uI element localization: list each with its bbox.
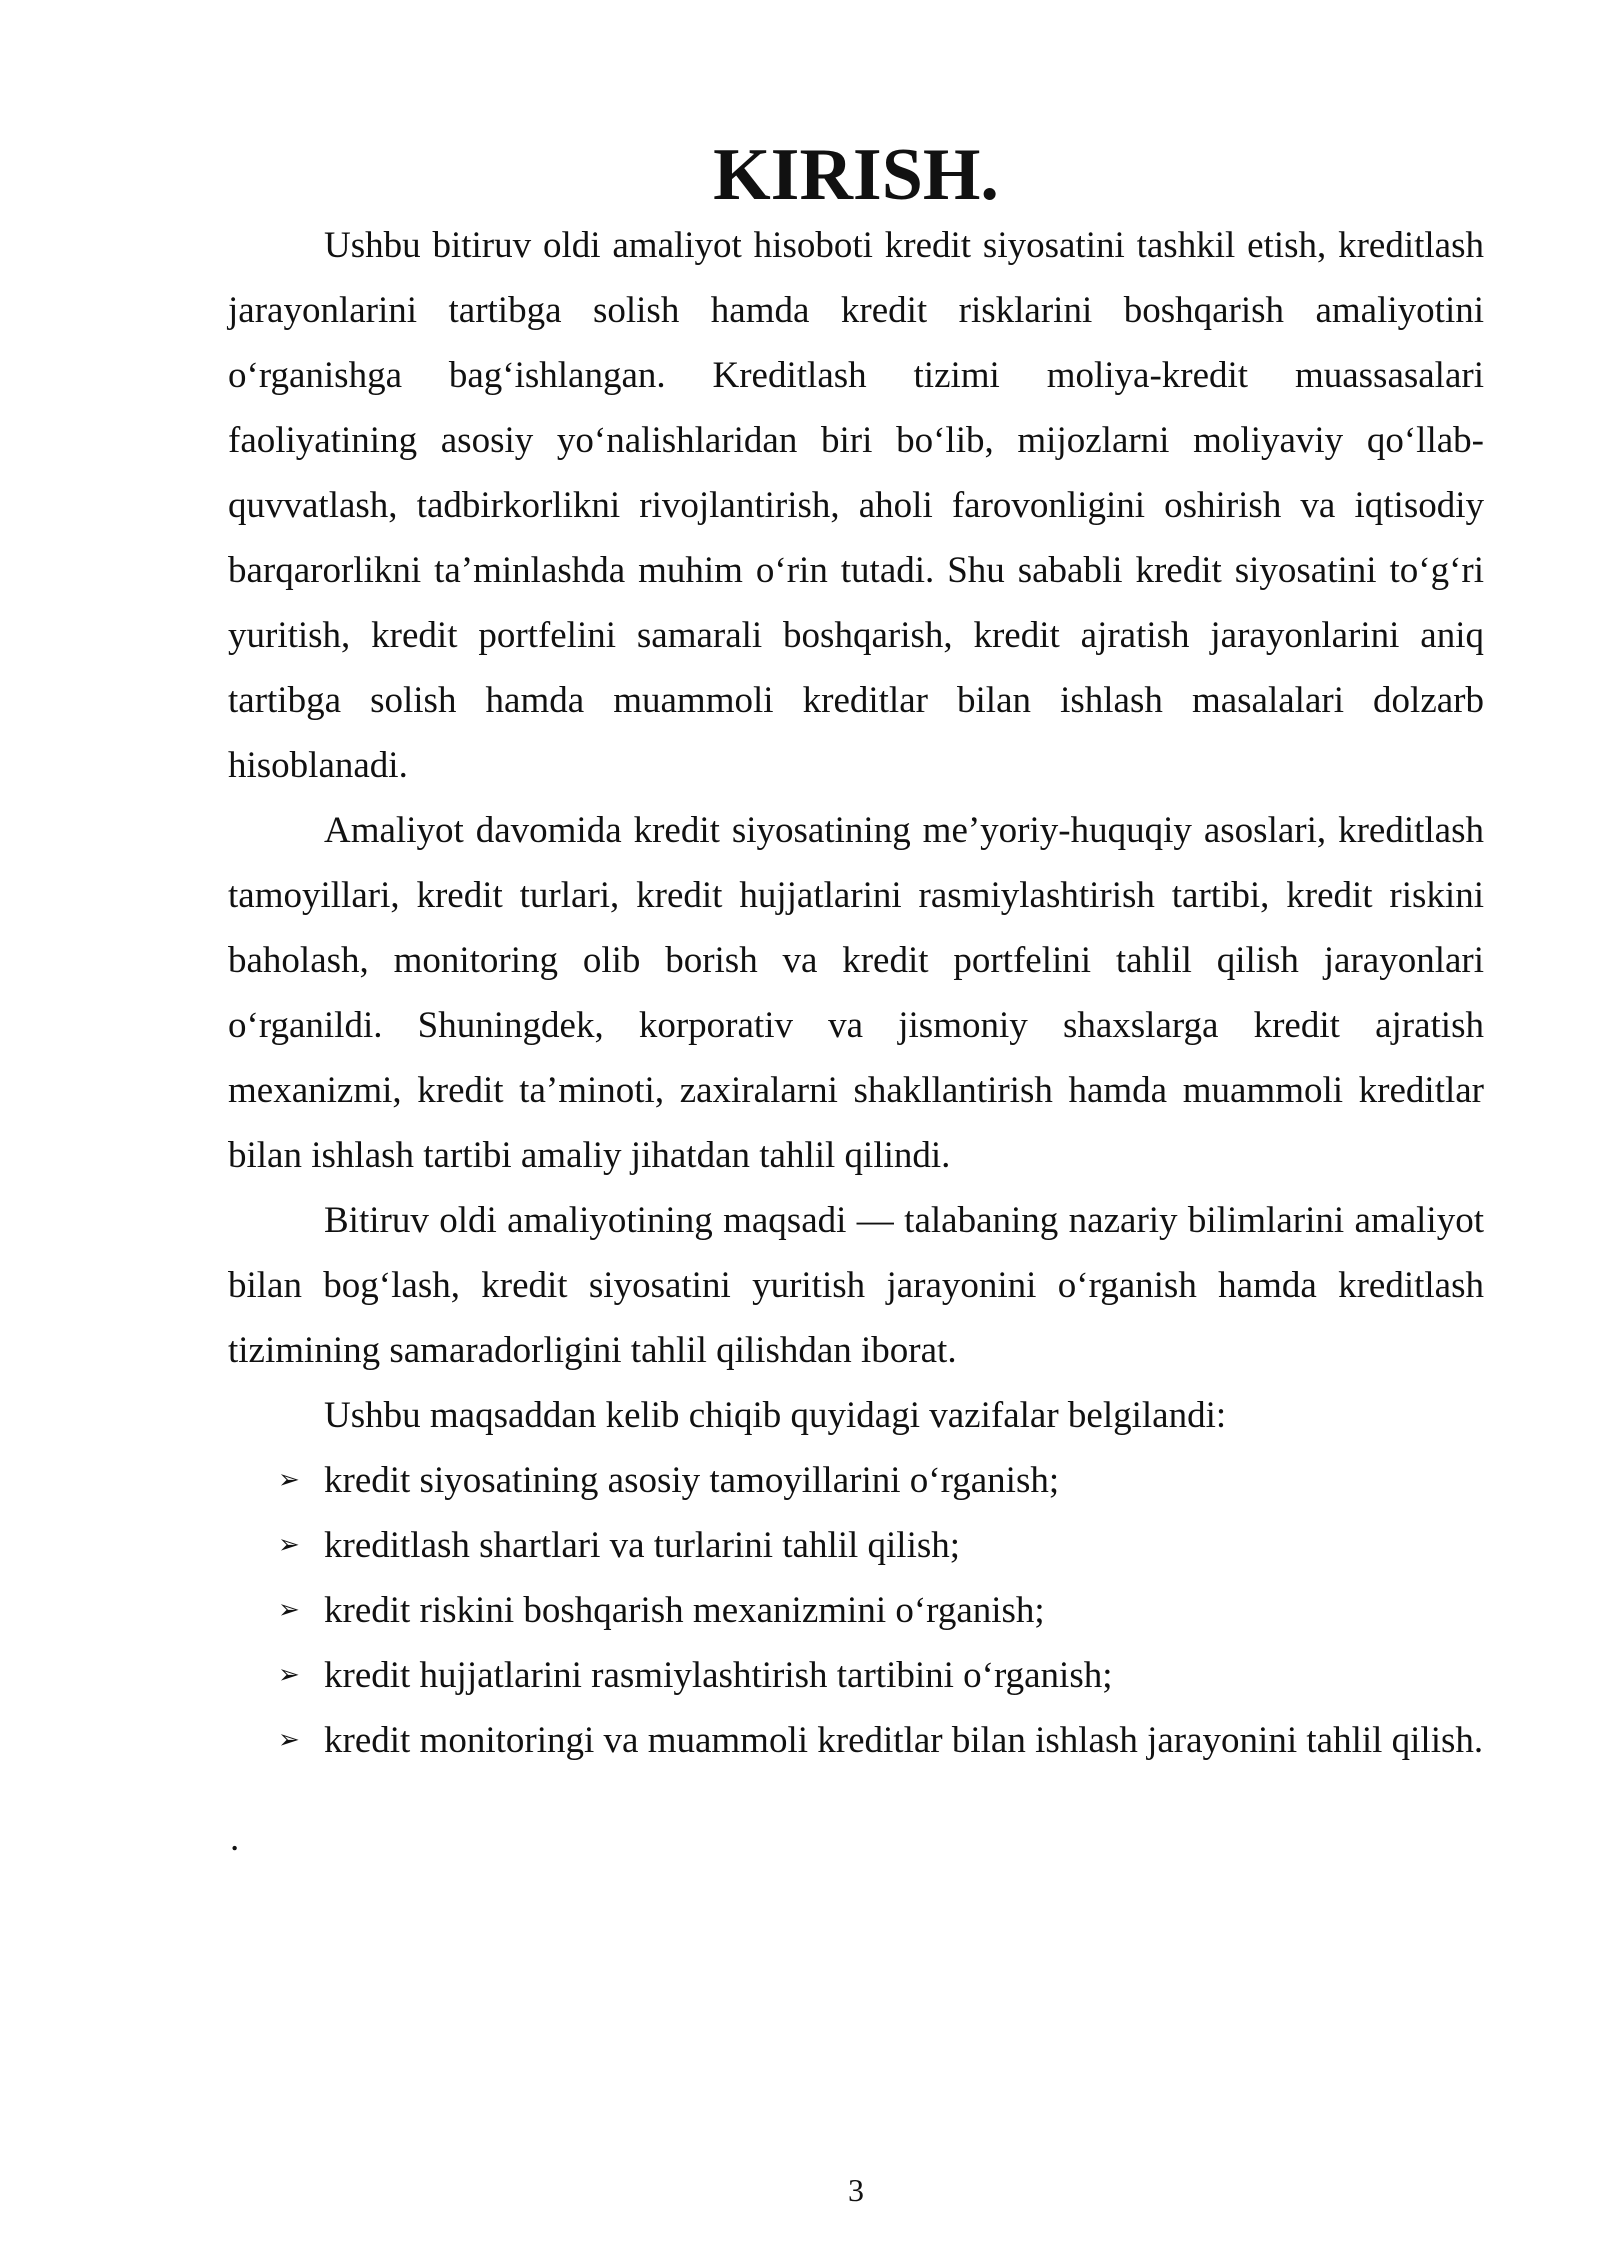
list-item [228, 1708, 1484, 1773]
page-content [228, 134, 1484, 1773]
stray-period: . [230, 1818, 240, 1859]
goal-paragraph: Bitiruv oldi amaliyotining maqsadi — talabaning nazariy bilimlarini amaliyot bilan bog‘lash, kredit siyosatini yuritish jarayonini o‘rganish hamda kreditlash tizimining samaradorligini tahlil qilishdan iborat. [228, 1200, 1484, 1371]
list-item [228, 1513, 1484, 1578]
list-item [228, 1578, 1484, 1643]
task-list [228, 1448, 1484, 1773]
list-item [228, 1643, 1484, 1708]
list-item-text: kredit riskini boshqarish mexanizmini o‘rganish; [324, 1590, 1045, 1631]
list-item-text: kredit siyosatining asosiy tamoyillarini o‘rganish; [324, 1460, 1060, 1501]
arrowhead-bullet-icon: ➢ [278, 1465, 300, 1495]
list-item [228, 1448, 1484, 1513]
list-item-text: kreditlash shartlari va turlarini tahlil qilish; [324, 1525, 961, 1566]
page-number: 3 [848, 2172, 864, 2208]
practice-paragraph: Amaliyot davomida kredit siyosatining me’yoriy-huquqiy asoslari, kreditlash tamoyillari, kredit turlari, kredit hujjatlarini rasmiylashtirish tartibi, kredit riskini baholash, monitoring olib borish va kredit portfelini tahlil qilish jarayonlari o‘rganildi. Shuningdek, korporativ va jismoniy shaxslarga kredit ajratish mexanizmi, kredit ta’minoti, zaxiralarni shakllantirish hamda muammoli kreditlar bilan ishlash tartibi amaliy jihatdan tahlil qilindi. [228, 810, 1484, 1176]
arrowhead-bullet-icon: ➢ [278, 1725, 300, 1755]
arrowhead-bullet-icon: ➢ [278, 1530, 300, 1560]
list-item-text: kredit hujjatlarini rasmiylashtirish tartibini o‘rganish; [324, 1655, 1113, 1696]
page-title: KIRISH. [713, 134, 999, 216]
list-item-text: kredit monitoringi va muammoli kreditlar bilan ishlash jarayonini tahlil qilish. [324, 1720, 1484, 1761]
intro-paragraph: Ushbu bitiruv oldi amaliyot hisoboti kredit siyosatini tashkil etish, kreditlash jarayonlarini tartibga solish hamda kredit risklarini boshqarish amaliyotini o‘rganishga bag‘ishlangan. Kreditlash tizimi moliya-kredit muassasalari faoliyatining asosiy yo‘nalishlaridan biri bo‘lib, mijozlarni moliyaviy qo‘llab-quvvatlash, tadbirkorlikni rivojlantirish, aholi farovonligini oshirish va iqtisodiy barqarorlikni ta’minlashda muhim o‘rin tutadi. Shu sababli kredit siyosatini to‘g‘ri yuritish, kredit portfelini samarali boshqarish, kredit ajratish jarayonlarini aniq tartibga solish hamda muammoli kreditlar bilan ishlash masalalari dolzarb hisoblanadi. [228, 225, 1484, 786]
tasks-intro-paragraph: Ushbu maqsaddan kelib chiqib quyidagi vazifalar belgilandi: [324, 1395, 1227, 1436]
arrowhead-bullet-icon: ➢ [278, 1660, 300, 1690]
arrowhead-bullet-icon: ➢ [278, 1595, 300, 1625]
